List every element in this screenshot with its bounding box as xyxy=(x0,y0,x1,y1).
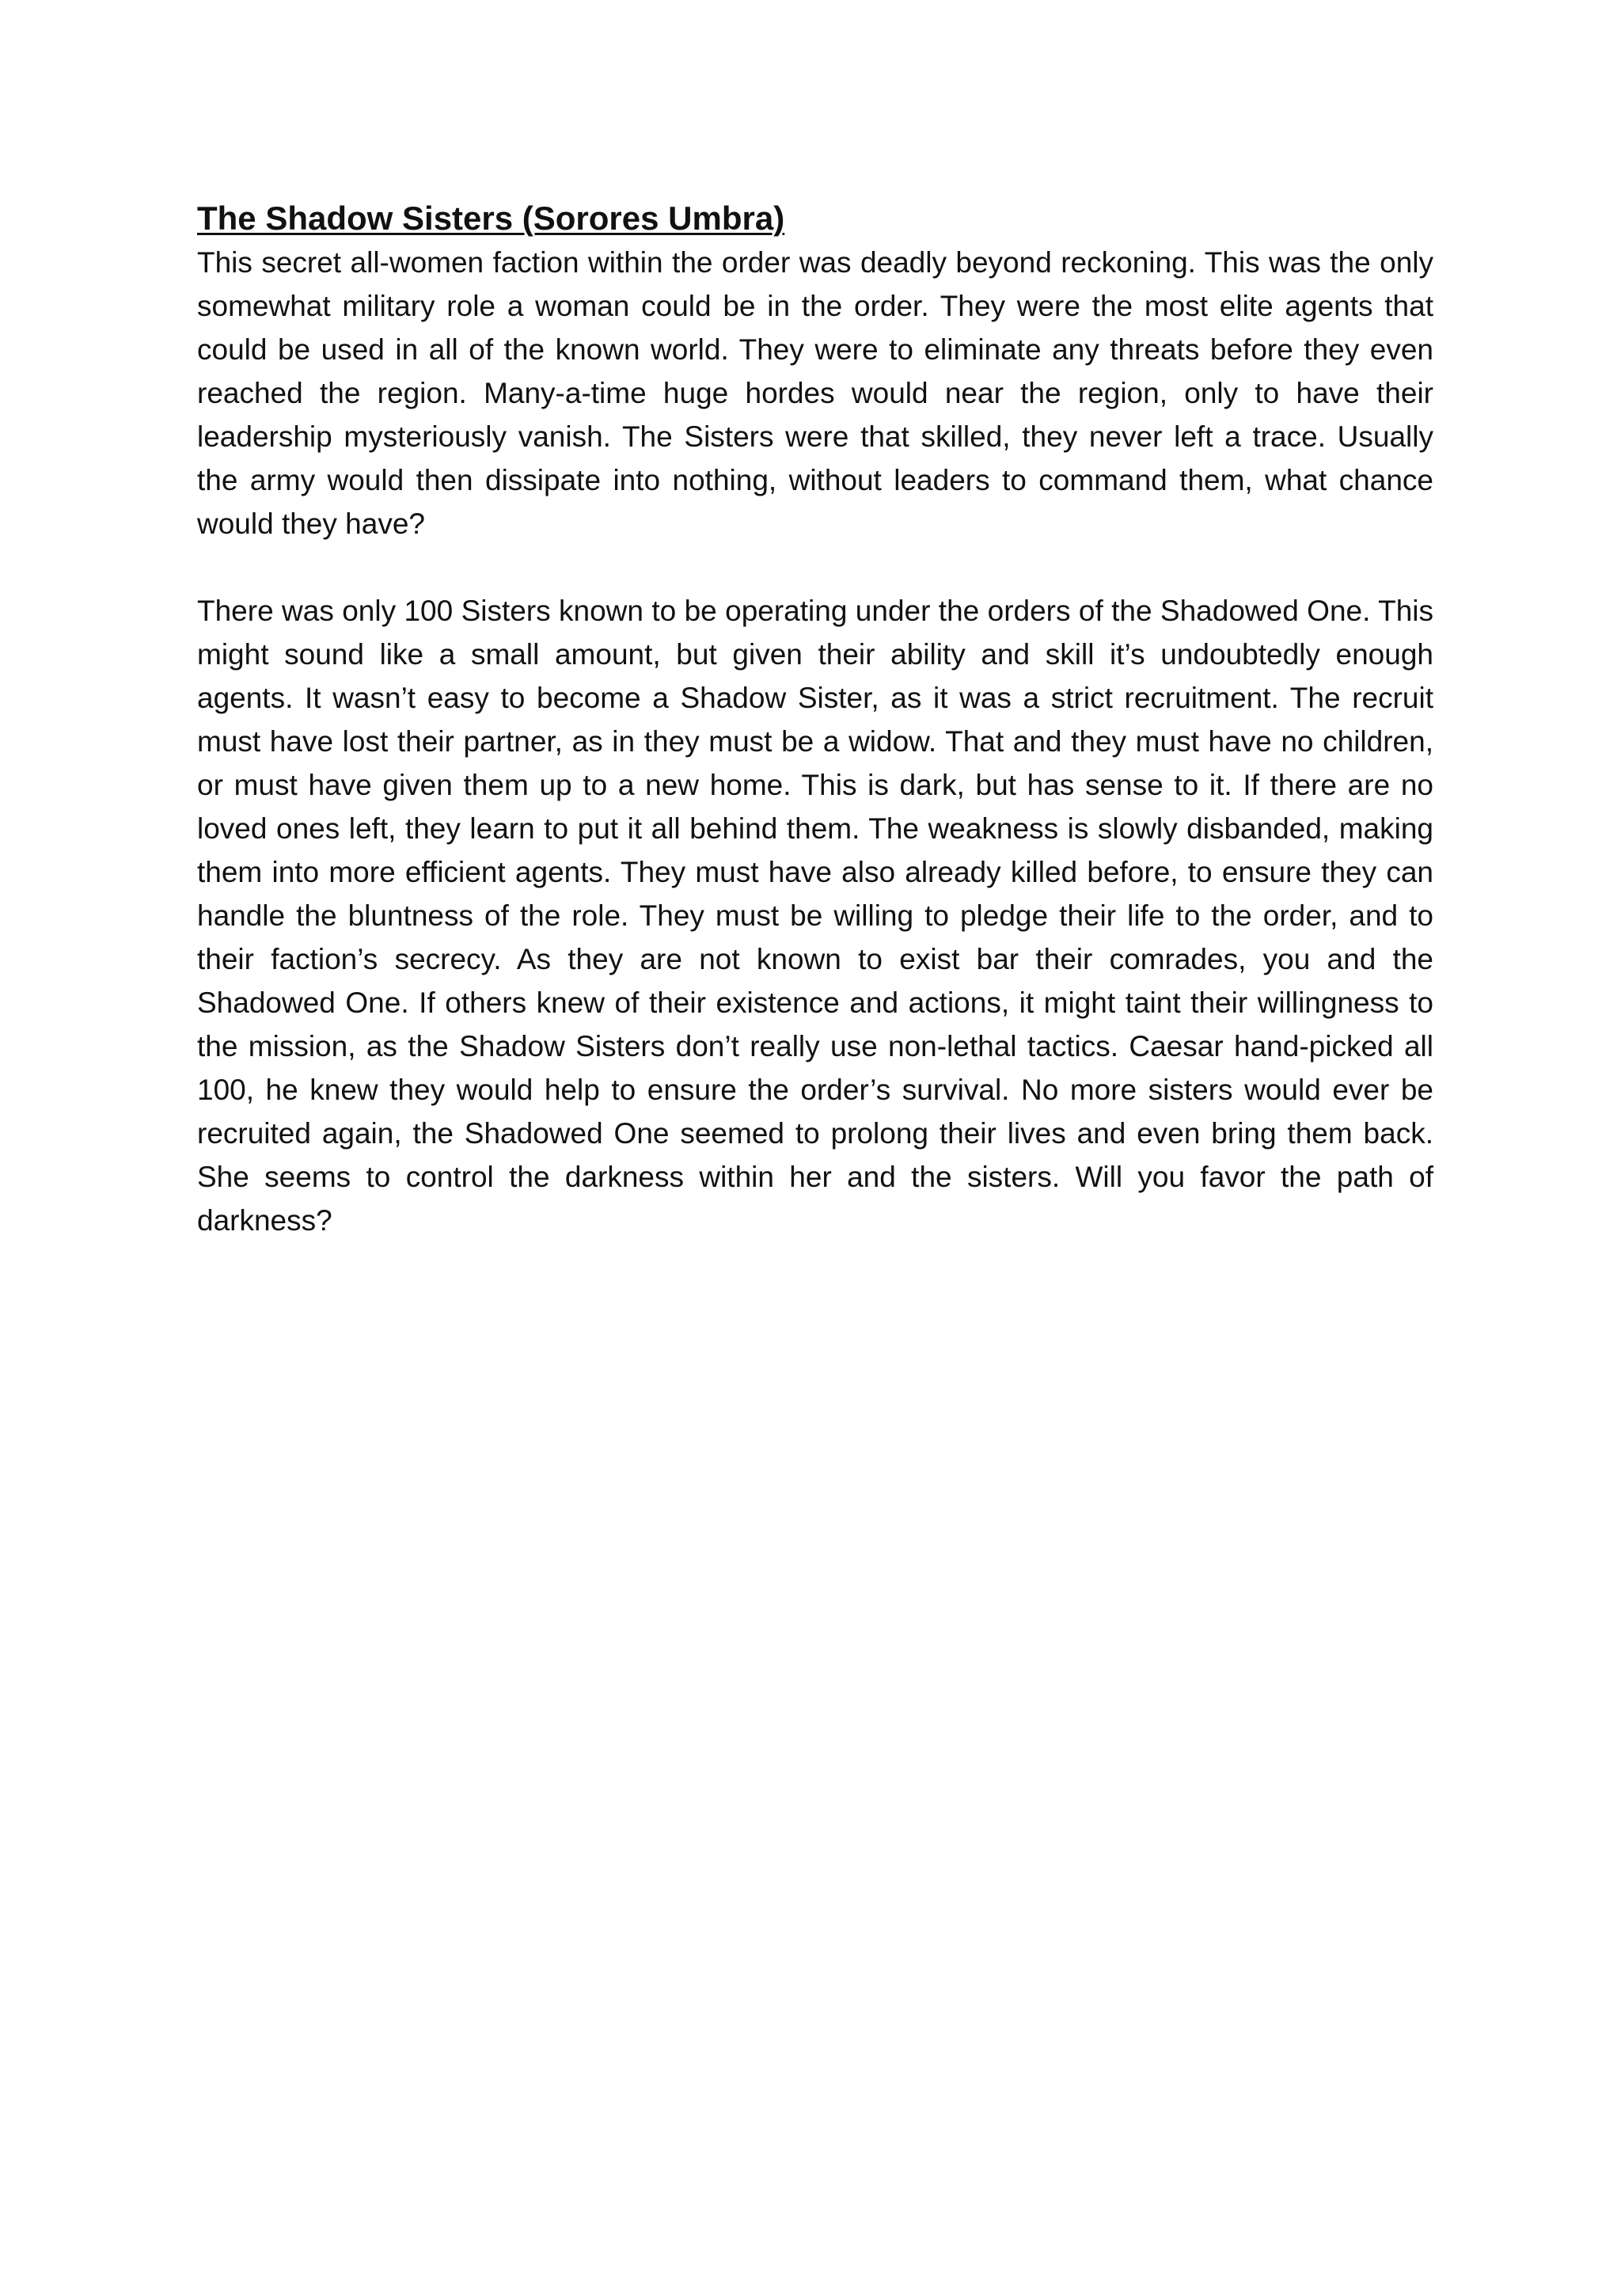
document-body xyxy=(197,196,1433,1242)
paragraph-spacer xyxy=(197,545,1433,589)
document-title: The Shadow Sisters (Sorores Umbra) xyxy=(197,200,785,237)
paragraph-2: There was only 100 Sisters known to be operating under the orders of the Shadowed One. This might sound like a small amount, but given their ability and skill it’s undoubtedly enough agents. It wasn’t easy to become a Shadow Sister, as it was a strict recruitment. The recruit must have lost their partner, as in they must be a widow. That and they must have no children, or must have given them up to a new home. This is dark, but has sense to it. If there are no loved ones left, they learn to put it all behind them. The weakness is slowly disbanded, making them into more efficient agents. They must have also already killed before, to ensure they can handle the bluntness of the role. They must be willing to pledge their life to the order, and to their faction’s secrecy. As they are not known to exist bar their comrades, you and the Shadowed One. If others knew of their existence and actions, it might taint their willingness to the mission, as the Shadow Sisters don’t really use non-lethal tactics. Caesar hand-picked all 100, he knew they would help to ensure the order’s survival. No more sisters would ever be recruited again, the Shadowed One seemed to prolong their lives and even bring them back. She seems to control the darkness within her and the sisters. Will you favor the path of darkness? xyxy=(197,595,1433,1237)
paragraph-1: This secret all-women faction within the order was deadly beyond reckoning. This was the only somewhat military role a woman could be in the order. They were the most elite agents that could be used in all of the known world. They were to eliminate any threats before they even reached the region. Many-a-time huge hordes would near the region, only to have their leadership mysteriously vanish. The Sisters were that skilled, they never left a trace. Usually the army would then dissipate into nothing, without leaders to command them, what chance would they have? xyxy=(197,246,1433,540)
